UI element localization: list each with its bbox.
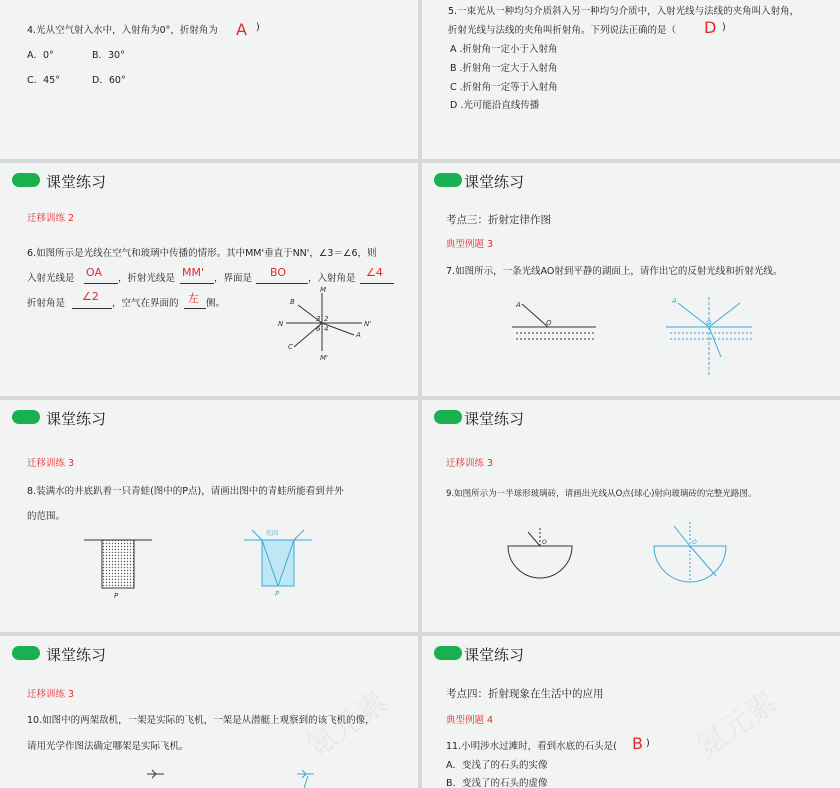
svg-text:C: C	[288, 343, 293, 351]
option-b: B .折射角一定大于入射角	[450, 63, 558, 74]
question-6-line2a: 入射光线是	[27, 273, 75, 284]
question-5-line1: 5.一束光从一种均匀介质斜入另一种均匀介质中，入射光线与法线的夹角叫入射角，	[448, 6, 800, 17]
answer-5: D	[704, 18, 717, 37]
key-point-title: 考点三：折射定律作图	[446, 214, 551, 226]
watermark: 氪元素	[690, 684, 784, 766]
slide-panel-q8	[0, 400, 418, 632]
answer-air-side: 左	[188, 292, 199, 305]
question-5-line2: 折射光线与法线的夹角叫折射角。下列说法正确的是（	[448, 25, 677, 36]
svg-text:N: N	[278, 320, 284, 328]
question-4-close: )	[256, 22, 260, 33]
svg-text:N': N'	[364, 320, 372, 328]
slide-panel-q5	[422, 0, 840, 159]
example-tag: 典型例题 3	[446, 239, 494, 250]
section-pill-icon	[434, 173, 462, 187]
question-4: 4.光从空气射入水中，入射角为0°，折射角为	[27, 25, 218, 36]
question-6-line3b: ，空气在界面的	[112, 298, 179, 309]
svg-text:A: A	[356, 331, 361, 339]
svg-text:O: O	[542, 539, 547, 546]
exercise-tag: 迁移训练 3	[27, 689, 75, 700]
example-tag: 典型例题 4	[446, 715, 494, 726]
plane-icon	[146, 768, 166, 780]
option-a: A．0°	[27, 50, 54, 61]
answer-refracted: MM'	[182, 266, 205, 279]
svg-text:2: 2	[324, 315, 329, 323]
section-title: 课堂练习	[464, 173, 525, 191]
slide-panel-q4	[0, 0, 418, 159]
svg-text:O: O	[692, 539, 697, 546]
question-6-line1: 6.如图所示是光线在空气和玻璃中传播的情形。其中MM'垂直于NN'，∠3＝∠6，则	[27, 248, 377, 259]
svg-text:范围: 范围	[266, 530, 279, 537]
section-title: 课堂练习	[46, 410, 107, 428]
svg-text:P: P	[275, 590, 280, 598]
answer-4: A	[236, 20, 247, 39]
option-d: D．60°	[92, 75, 126, 86]
svg-text:6: 6	[316, 325, 321, 333]
question-6-line3a: 折射角是	[27, 298, 66, 309]
answer-interface: BO	[270, 266, 287, 279]
section-title: 课堂练习	[46, 646, 107, 664]
slide-panel-q7	[422, 163, 840, 396]
slide-panel-q6	[0, 163, 418, 396]
option-d: D .光可能沿直线传播	[450, 100, 540, 111]
option-c: C．45°	[27, 75, 60, 86]
exercise-tag: 迁移训练 3	[27, 458, 75, 469]
svg-text:B: B	[290, 298, 295, 306]
svg-text:P: P	[114, 592, 119, 600]
key-point-title: 考点四：折射现象在生活中的应用	[446, 688, 604, 700]
hemisphere-diagram-question	[506, 526, 576, 582]
hemisphere-diagram-answer	[652, 522, 732, 582]
svg-text:O: O	[706, 319, 712, 327]
option-a: A .折射角一定小于入射角	[450, 44, 558, 55]
question-10-line1: 10.如图中的两架敌机，一架是实际的飞机，一架是从潜艇上观察到的该飞机的像，	[27, 715, 375, 726]
question-8-line1: 8.装满水的井底趴着一只青蛙(图中的P点)，请画出图中的青蛙所能看到井外	[27, 486, 344, 497]
svg-text:A: A	[672, 297, 677, 305]
question-6-line2d: ，入射角是	[308, 273, 356, 284]
answer-incident: OA	[86, 266, 102, 279]
well-diagram-answer	[244, 526, 314, 602]
question-5-close: )	[722, 22, 726, 33]
svg-text:M: M	[320, 286, 327, 294]
svg-text:A: A	[516, 301, 521, 309]
section-title: 课堂练习	[464, 646, 525, 664]
refraction-diagram	[276, 286, 376, 362]
section-pill-icon	[12, 173, 40, 187]
section-pill-icon	[12, 646, 40, 660]
option-b: B．变浅了的石头的虚像	[446, 778, 548, 788]
well-diagram-question	[84, 536, 154, 602]
section-title: 课堂练习	[464, 410, 525, 428]
answer-incident-angle: ∠4	[366, 266, 383, 279]
question-11: 11.小明涉水过滩时，看到水底的石头是(	[446, 741, 617, 752]
question-6-line2c: ，界面是	[214, 273, 253, 284]
section-pill-icon	[434, 646, 462, 660]
watermark: 氪元素	[300, 684, 394, 766]
svg-text:4: 4	[324, 325, 329, 333]
svg-text:M': M'	[320, 354, 328, 362]
question-6-line3c: 侧。	[206, 298, 226, 309]
plane-answer-icon	[296, 768, 316, 788]
question-8-line2: 的范围。	[27, 511, 66, 522]
lake-diagram-question	[512, 299, 602, 347]
option-c: C .折射角一定等于入射角	[450, 82, 558, 93]
question-10-line2: 请用光学作图法确定哪架是实际飞机。	[27, 741, 189, 752]
slide-panel-q9	[422, 400, 840, 632]
svg-text:O: O	[546, 319, 552, 327]
section-pill-icon	[12, 410, 40, 424]
section-pill-icon	[434, 410, 462, 424]
lake-diagram-answer	[666, 295, 756, 381]
option-a: A．变浅了的石头的实像	[446, 760, 548, 771]
question-7: 7.如图所示，一条光线AO射到平静的湖面上，请作出它的反射光线和折射光线。	[446, 266, 783, 277]
question-6-line2b: ，折射光线是	[118, 273, 176, 284]
svg-text:3: 3	[316, 315, 321, 323]
question-9: 9.如图所示为一半球形玻璃砖，请画出光线从O点(球心)射向玻璃砖的完整光路图。	[446, 489, 757, 499]
option-b: B．30°	[92, 50, 125, 61]
answer-refraction-angle: ∠2	[82, 290, 99, 303]
exercise-tag: 迁移训练 2	[27, 213, 75, 224]
section-title: 课堂练习	[46, 173, 107, 191]
question-11-close: )	[646, 738, 650, 749]
exercise-tag: 迁移训练 3	[446, 458, 494, 469]
answer-11: B	[632, 734, 643, 753]
